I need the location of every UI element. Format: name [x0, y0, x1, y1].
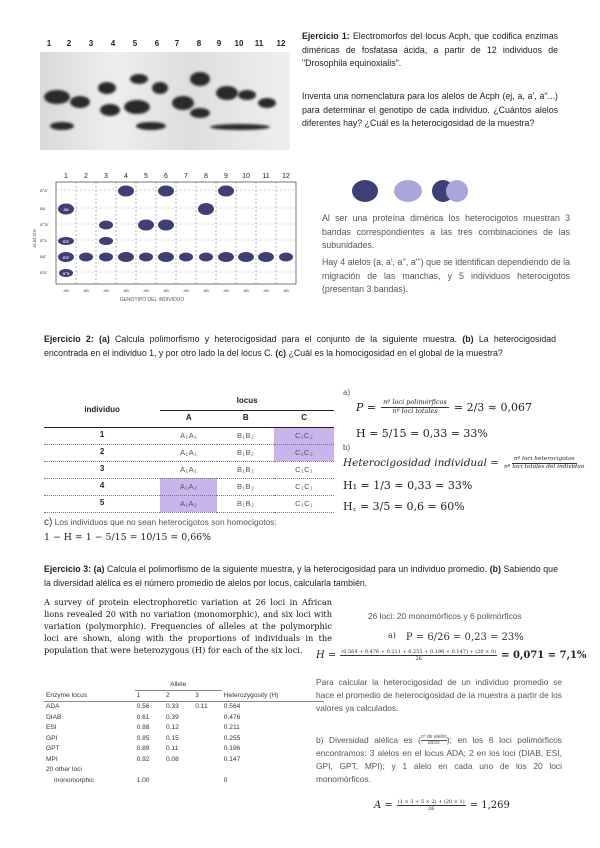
- cell-b: B₁B₂: [217, 427, 274, 444]
- cell-a1: 0.56: [136, 703, 150, 711]
- diagram-band: [118, 252, 134, 262]
- allelic-diversity-text: [316, 734, 562, 786]
- hi-formula-den: nº loci totales del individuo: [503, 463, 585, 470]
- ex1-answer-2: Hay 4 alelos (a, a', a'', a''') que se identifican dependiendo de la migración de las manchas, y 5 individuos heterocigotos (presentan 3 bandas).: [322, 257, 570, 295]
- lane-number: 9: [216, 39, 222, 48]
- cell-h: 0.211: [223, 724, 240, 732]
- cell-a2: [164, 776, 193, 787]
- allele-header: Allele: [135, 680, 222, 691]
- h-avg-formula: [316, 648, 587, 664]
- h-avg-den: 26: [415, 656, 422, 663]
- cell-h: 0.196: [223, 745, 241, 753]
- cell-h: 0.564: [223, 703, 241, 711]
- cell-locus: ADA: [46, 703, 60, 711]
- b-frac-den: locus: [428, 740, 440, 747]
- cell-a1: 0.88: [136, 724, 150, 732]
- p-formula-den: nº loci totales: [392, 407, 438, 416]
- lion-allele-table: [44, 680, 324, 786]
- lane-number: 3: [88, 39, 94, 48]
- lane-number: 2: [66, 39, 72, 48]
- h-formula: H = 5/15 = 0,33 = 33%: [356, 427, 488, 440]
- p-formula-num: nº loci polimórficos: [383, 398, 447, 407]
- diagram-band: [118, 186, 134, 197]
- ex1-title: Ejercicio 1:: [302, 31, 350, 41]
- h-avg-rhs: = 0,071 = 7,1%: [501, 650, 587, 661]
- homo-formula: 1 − H = 1 − 5/15 = 10/15 = 0,66%: [44, 532, 212, 543]
- diagram-column-number: 3: [104, 173, 108, 180]
- lane-number: 6: [154, 39, 160, 48]
- cell-b: B₁B₂: [217, 495, 274, 512]
- ex1-question: Inventa una nomenclatura para los alelos de Acph (ej, a, a', a''...) para determinar el genotipo de cada individuo. ¿Cuántos alelos diferentes hay? ¿Cuál es la heterocigosidad de la muestra?: [302, 91, 558, 129]
- cell-locus: DIAB: [46, 713, 62, 721]
- h-avg-lhs: H =: [316, 650, 337, 661]
- ex2-c-text: ¿Cuál es la homocigosidad en el global de la muestra?: [288, 347, 503, 358]
- ex2-statement: [44, 333, 556, 360]
- cell-c: C₁C₁: [274, 495, 334, 512]
- cell-a1: [135, 765, 164, 776]
- a-formula: [374, 798, 510, 814]
- cell-a: A₁A₁: [160, 427, 217, 444]
- diagram-row-label: a''a: [40, 238, 47, 243]
- cell-a1: 0.89: [136, 745, 150, 753]
- h-explain: Para calcular la heterocigosidad de un individuo promedio se hace el promedio de heterocigosidad de la muestra a partir de los valores ya calculados.: [316, 677, 562, 714]
- diagram-band: [158, 220, 174, 231]
- cell-a3: [193, 713, 221, 724]
- diagram-band-label: a''a: [62, 271, 70, 276]
- hi-formula: [343, 455, 584, 471]
- cell-a2: 0.39: [165, 713, 179, 721]
- diagram-genotype-label: aa: [123, 289, 129, 294]
- gel-band: [98, 82, 116, 94]
- ex3-statement: [44, 563, 558, 590]
- table-row: [44, 478, 334, 495]
- table-row: [44, 495, 334, 512]
- cell-h: [222, 765, 324, 776]
- gel-band: [44, 90, 70, 104]
- diagram-genotype-label: aa: [63, 289, 69, 294]
- a-num: (1 × 3 + 5 × 2) + (20 × 1): [397, 799, 465, 805]
- diagram-genotype-label: aa: [203, 289, 209, 294]
- p-result: P = 6/26 = 0,23 = 23%: [405, 632, 524, 643]
- p-formula-rhs: = 2/3 ≈ 0,067: [453, 401, 532, 414]
- diagram-genotype-label: aa: [243, 289, 249, 294]
- diagram-genotype-label: aa: [283, 289, 289, 294]
- cell-a3: [193, 755, 221, 766]
- cell-a2: 0.15: [165, 734, 179, 742]
- cell-h: 0: [223, 776, 228, 784]
- diagram-genotype-label: aa: [263, 289, 269, 294]
- cell-a1: 1.00: [136, 776, 150, 784]
- diagram-column-number: 7: [184, 173, 188, 180]
- diagram-band: [198, 203, 214, 215]
- cell-locus: GPI: [46, 734, 58, 742]
- cell-locus: monomorphic: [54, 776, 94, 784]
- ex3-a-text: Calcula el polimorfismo de la siguiente muestra, y la heterocigosidad para un individuo promedio.: [107, 564, 488, 574]
- ex1-intro: [302, 30, 558, 71]
- diagram-column-number: 1: [64, 173, 68, 180]
- col-heterozygosity: Heterozygosity (H): [223, 691, 279, 699]
- diagram-row-label: aa': [40, 254, 46, 259]
- diagram-column-number: 12: [282, 173, 290, 180]
- ex3-a-ans-label: a): [388, 631, 396, 640]
- cell-h: 0.255: [223, 734, 241, 742]
- cell-h: 0.147: [223, 755, 241, 763]
- cell-c: C₁C₂: [274, 444, 334, 461]
- table-row: [44, 723, 324, 734]
- diagram-band: [238, 252, 254, 262]
- gel-band: [190, 72, 210, 86]
- table-row: [44, 444, 334, 461]
- cell-b: B₁B₂: [217, 461, 274, 478]
- col-individuo: individuo: [44, 393, 160, 427]
- diagram-band: [199, 253, 213, 262]
- p-result-line: [388, 630, 524, 646]
- cell-a2: 0.33: [165, 703, 179, 711]
- table-row: [44, 427, 334, 444]
- lane-number: 4: [110, 39, 116, 48]
- col-b: B: [242, 413, 249, 423]
- gel-band: [238, 90, 256, 100]
- b-frac-num: nº de alelos: [420, 733, 447, 740]
- lane-number: 10: [234, 39, 244, 48]
- gel-band: [152, 82, 168, 94]
- cell-a: A₁A₁: [160, 461, 217, 478]
- gel-band: [70, 96, 90, 108]
- cell-a3: [193, 744, 221, 755]
- table-row: [44, 713, 324, 724]
- table-row: [44, 744, 324, 755]
- cell-a3: [193, 723, 221, 734]
- diagram-band-label: a'a': [62, 239, 70, 244]
- genotype-table: [44, 393, 334, 513]
- diagram-genotype-label: aa: [183, 289, 189, 294]
- diagram-band: [139, 253, 153, 262]
- diagram-band: [79, 253, 93, 262]
- diagram-genotype-label: aa: [103, 289, 109, 294]
- gel-band: [136, 122, 166, 130]
- a-rhs: = 1,269: [469, 800, 510, 811]
- cell-a1: 0.85: [136, 734, 150, 742]
- diagram-band: [158, 252, 174, 262]
- ex3-title: Ejercicio 3:: [44, 564, 92, 574]
- ex3-b-text: Sabiendo que la diversidad alélica es el número promedio de alelos por locus, calcularla también.: [44, 564, 558, 588]
- ex2-title: Ejercicio 2:: [44, 334, 94, 344]
- legend-dimer-2: [394, 180, 422, 202]
- diagram-column-number: 6: [164, 173, 168, 180]
- gel-band: [210, 124, 270, 130]
- diagram-genotype-label: aa: [223, 289, 229, 294]
- cell-a: A₁A₂: [160, 495, 217, 512]
- cell-a3: [193, 765, 221, 776]
- hi-formula-num: nº loci heterocigotos: [513, 455, 575, 462]
- diagram-band: [218, 252, 234, 262]
- cell-n: 4: [44, 478, 160, 495]
- gel-photo-panel: [40, 38, 290, 150]
- cell-a3: 0.11: [195, 703, 208, 711]
- p-formula: [356, 399, 532, 416]
- col-a: A: [185, 413, 192, 423]
- lane-number: 1: [46, 39, 52, 48]
- diagram-band: [279, 253, 293, 262]
- diagram-column-number: 2: [84, 173, 88, 180]
- cell-locus: 20 other loci: [46, 766, 82, 774]
- b-ans-prefix: b) Diversidad alélica es (: [316, 735, 421, 745]
- ex2-ans-a-label: a): [343, 388, 351, 397]
- lion-survey-quote: A survey of protein electrophoretic variation at 26 loci in African lions revealed 20 with no variation (monomorphic), and six loci with variation (polymorphic). Frequencies of alleles at the polymorphic loci are shown, along with the proportions of individuals in the population that were heterozygous (H) for each of the six loci.: [44, 597, 332, 655]
- diagram-row-label: a'''a': [40, 222, 49, 227]
- legend-dimer-1: [352, 180, 378, 202]
- h-avg-num: (0.564 + 0.476 + 0.211 + 0.255 + 0.196 + 0.147) + (20 × 0): [341, 649, 497, 655]
- cell-n: 3: [44, 461, 160, 478]
- cell-locus: GPT: [46, 745, 60, 753]
- diagram-column-number: 8: [204, 173, 208, 180]
- gel-band: [216, 86, 238, 100]
- cell-c: C₁C₁: [274, 461, 334, 478]
- diagram-row-label: a''a': [40, 188, 48, 193]
- cell-b: B₁B₂: [217, 478, 274, 495]
- diagram-column-number: 9: [224, 173, 228, 180]
- diagram-genotype-label: aa: [143, 289, 149, 294]
- diagram-x-axis-label: GENOTIPO DEL INDIVIDUO: [119, 297, 185, 303]
- ex2-a-label: (a): [99, 334, 110, 344]
- diagram-y-axis-label: ALELOS: [33, 229, 38, 248]
- ex2-ans-c: [44, 515, 277, 531]
- diagram-band: [218, 186, 234, 197]
- diagram-band: [138, 220, 154, 231]
- diagram-column-number: 10: [242, 173, 250, 180]
- hi-formula-lhs: Heterocigosidad individual =: [343, 457, 499, 469]
- diagram-band: [258, 252, 274, 262]
- gel-band: [100, 104, 120, 116]
- table-row: [44, 702, 324, 713]
- diagram-band: [99, 237, 113, 245]
- hc-formula: H꜀ = 3/5 = 0,6 = 60%: [343, 500, 465, 513]
- table-row: [44, 461, 334, 478]
- cell-c: C₁C₂: [274, 427, 334, 444]
- allele-diagram: [32, 168, 300, 303]
- h1-formula: H₁ = 1/3 = 0,33 = 33%: [343, 479, 473, 492]
- diagram-band-label: aa: [63, 207, 69, 212]
- gel-band: [172, 96, 194, 110]
- cell-n: 5: [44, 495, 160, 512]
- table-row: [44, 776, 324, 787]
- gel-band: [258, 98, 276, 108]
- lane-number: 5: [132, 39, 138, 48]
- diagram-band: [179, 253, 193, 262]
- diagram-genotype-label: aa: [83, 289, 89, 294]
- cell-a3: [193, 776, 221, 787]
- table-row: [44, 765, 324, 776]
- ex2-b-text: La heterocigosidad encontrada en el individuo 1, y por otro lado la del locus C.: [44, 334, 556, 358]
- ex2-ans-c-label: c): [44, 517, 53, 528]
- diagram-band: [158, 186, 174, 197]
- cell-a2: 0.11: [165, 745, 179, 753]
- cell-a3: [193, 734, 221, 745]
- col-allele-2: 2: [165, 692, 170, 700]
- cell-b: B₁B₂: [217, 444, 274, 461]
- gel-band: [130, 74, 148, 84]
- table-row: [44, 734, 324, 745]
- diagram-band: [99, 221, 113, 230]
- cell-a2: 0.08: [165, 755, 179, 763]
- col-enzyme: Enzyme locus: [46, 691, 88, 699]
- lane-number: 7: [174, 39, 180, 48]
- ex2-b-label: (b): [462, 334, 474, 344]
- ex2-c-label: (c): [275, 347, 287, 358]
- col-c: C: [301, 413, 307, 423]
- cell-h: 0.476: [223, 713, 241, 721]
- cell-a: A₁A₁: [160, 444, 217, 461]
- b-ans-suffix: ); en los 6 loci polimórficos encontramos: 3 alelos en el locus ADA; 2 en los loci (DIAB, ESI, GPI, GPT, MPI); y 1 alelo en cada uno de los 20 loci monomórficos.: [316, 735, 562, 785]
- cell-c: C₁C₁: [274, 478, 334, 495]
- diagram-column-number: 4: [124, 173, 128, 180]
- gel-band: [190, 108, 210, 118]
- lane-number: 12: [276, 39, 286, 48]
- cell-a2: [164, 765, 193, 776]
- cell-n: 1: [44, 427, 160, 444]
- cell-a1: 0.61: [136, 713, 150, 721]
- cell-a1: 0.92: [136, 755, 150, 763]
- a-den: 26: [428, 806, 435, 813]
- legend-dimer-3b: [446, 180, 468, 202]
- col-locus: locus: [160, 393, 334, 410]
- ex1-intro-text: Electromorfos del locus Acph, que codifica enzimas diméricas de fosfatasa ácida, a partir de 12 individuos de "Drosophila equinoxialis".: [302, 31, 558, 69]
- cell-locus: MPI: [46, 755, 58, 763]
- gel-band: [124, 100, 150, 114]
- diagram-band: [99, 253, 113, 262]
- col-allele-1: 1: [136, 692, 141, 700]
- diagram-column-number: 11: [262, 173, 270, 180]
- cell-a2: 0.12: [165, 724, 179, 732]
- table-row: [44, 755, 324, 766]
- ex2-ans-c-text: Los individuos que no sean heterocigotos son homocigotos:: [54, 517, 277, 527]
- a-lhs: A =: [374, 800, 393, 811]
- diagram-row-label: a'a': [40, 270, 47, 275]
- diagram-band-label: a'a': [62, 255, 70, 260]
- cell-a: A₁A₂: [160, 478, 217, 495]
- cell-locus: ESI: [46, 724, 57, 732]
- diagram-column-number: 5: [144, 173, 148, 180]
- ex1-answer-1: Al ser una proteína dimérica los heterocigotos muestran 3 bandas correspondientes a las tres combinaciones de las subunidades.: [322, 213, 570, 251]
- lane-number: 11: [254, 39, 264, 48]
- diagram-row-label: aa: [40, 206, 46, 211]
- diagram-frame: [56, 182, 296, 284]
- cell-n: 2: [44, 444, 160, 461]
- gel-band: [50, 122, 74, 130]
- lane-number: 8: [196, 39, 202, 48]
- loci-summary: 26 loci: 20 monomórficos y 6 polimórficos: [368, 611, 522, 621]
- col-allele-3: 3: [195, 692, 199, 700]
- ex3-b-label: (b): [489, 564, 501, 574]
- ex2-a-text: Calcula polimorfismo y heterocigosidad para el conjunto de la siguiente muestra.: [115, 334, 458, 344]
- ex3-a-label: (a): [93, 564, 105, 574]
- diagram-genotype-label: aa: [163, 289, 169, 294]
- ex2-ans-b-label: b): [343, 443, 351, 452]
- gel-photo: [40, 52, 290, 150]
- p-formula-lhs: P =: [356, 401, 377, 414]
- dimer-legend: [352, 176, 472, 204]
